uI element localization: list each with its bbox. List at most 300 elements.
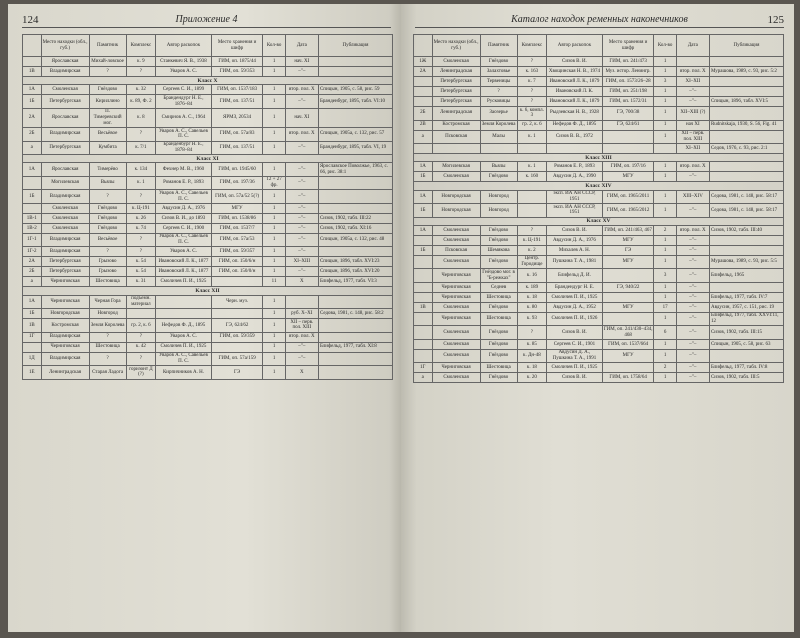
table-cell: 2А [23,108,42,127]
table-cell: 1 [654,204,676,218]
table-cell [414,77,433,87]
table-cell [414,339,433,349]
table-cell: к. 20 [517,373,547,383]
table-cell: Спицын, 1896, табл. XVI:20 [318,267,392,277]
table-row [23,163,393,177]
table-cell [709,57,783,67]
table-cell: ГИМ, оп. 1572/31 [602,97,654,107]
table-cell: 1 [263,128,285,142]
table-cell: к. 163 [517,67,547,77]
table-cell: Грызово [89,267,126,277]
table-cell: XI–XII [676,144,709,154]
table-cell: 1А [414,190,433,204]
table-cell: Гнёздово [480,349,517,363]
table-cell: Гнёздово [480,225,517,235]
table-cell: Шестовица [480,292,517,302]
table-cell: Ленинградская [41,366,89,380]
table-cell: Мурашова, 1989, с. 93, рис. 5:5 [709,255,783,269]
table-cell: –"– [676,373,709,383]
table-cell: Петербургская [432,97,480,107]
table-cell: 1 [263,319,285,333]
table-cell [709,349,783,363]
table-cell: Черниговская [41,277,89,287]
column-header: Место хранения и шифр [211,35,263,57]
column-header: Комплекс [126,35,156,57]
table-cell: ? [517,57,547,67]
table-cell: Шестовица [480,312,517,326]
table-cell: Бранденбург Н. Е., 1878–84 [156,141,212,155]
table-cell: 1 [263,203,285,213]
table-row [414,77,784,87]
table-cell: Черниговская [432,312,480,326]
table-row [414,235,784,245]
table-cell: –"– [676,245,709,255]
table-cell: Петербургская [41,257,89,267]
table-cell: втор. пол. X [285,85,318,95]
table-cell: Новгород [480,204,517,218]
table-cell: втор. пол. X [676,225,709,235]
table-cell: Гнёздово [89,85,126,95]
table-cell: 1Б [23,309,42,319]
table-cell: Мурашова, 1989, с. 93, рис. 5:2 [709,67,783,77]
table-cell: Ярославская [41,57,89,67]
table-cell: к. 2 [517,245,547,255]
table-row [23,85,393,95]
table-cell: 1Б [23,190,42,204]
column-header: Автор раскопок [547,35,603,57]
table-cell: ГИМ, оп. 137/51 [211,141,263,155]
table-cell: Уваров А. С. [156,67,212,77]
table-cell: Залахтовье [480,67,517,77]
table-cell: подъемн. материал [126,295,156,309]
table-cell [709,172,783,182]
table-cell: Сергеев С. И., 1901 [547,339,603,349]
table-cell: XII – перв. пол. XIII [676,130,709,144]
table-cell: –"– [285,352,318,366]
table-cell: Авдусин Д. А., 1952 [547,302,603,312]
table-cell: ГИМ, оп. 59/359 [211,332,263,342]
page-number: 124 [22,13,39,26]
table-cell: 1Б [23,95,42,109]
table-cell [318,203,392,213]
column-header: Кол-во [263,35,285,57]
table-cell [709,282,783,292]
table-cell: 1 [263,57,285,67]
table-cell: ГИМ, оп. 241/473 [602,57,654,67]
table-cell: Гнёздово [480,326,517,340]
table-cell: 1 [654,190,676,204]
table-cell: к. 9 [126,57,156,67]
table-cell: XII – перв. пол. XIII [285,319,318,333]
table-cell: Черниговская [432,363,480,373]
table-cell: Смоленская [432,57,480,67]
table-cell: руб. X–XI [285,309,318,319]
table-cell: 1Г [23,332,42,342]
table-cell [547,144,603,154]
table-cell: Ивановский Л. К., 1877 [156,267,212,277]
table-cell: 1 [263,332,285,342]
table-row [414,255,784,269]
table-cell: к. 89, Ф. 2 [126,95,156,109]
class-heading-row [414,217,784,225]
table-cell [23,342,42,352]
table-cell: ? [126,67,156,77]
table-cell: –"– [676,312,709,326]
table-cell [414,97,433,107]
table-cell: гр. 2, к. 6 [126,319,156,333]
table-cell: Псковская [432,245,480,255]
table-cell: ГЭ [211,366,263,380]
table-cell: ? [517,225,547,235]
table-cell: Гнёздово [480,373,517,383]
table-cell: к. 160 [517,172,547,182]
table-cell [23,57,42,67]
table-row [23,57,393,67]
table-cell: –"– [676,349,709,363]
table-cell: ГИМ, оп. 150/6/н [211,257,263,267]
table-row [23,203,393,213]
table-cell: –"– [285,176,318,190]
table-cell [126,309,156,319]
table-cell [709,107,783,121]
table-cell: Владимирская [41,247,89,257]
column-header: Место находки (обл., губ.) [41,35,89,57]
table-cell: Ивановский Л. К., 1879 [547,77,603,87]
table-cell [602,130,654,144]
table-cell: Rudnitskaja, 1930, S. 56, Fig. 41 [709,120,783,130]
table-row [414,190,784,204]
table-cell: Владимирская [41,67,89,77]
column-header: Дата [285,35,318,57]
table-cell [414,292,433,302]
table-cell [709,130,783,144]
table-cell: Гнёздово [480,255,517,269]
table-cell: Малы [480,130,517,144]
table-cell: ГЭ, 700/38 [602,107,654,121]
table-cell: 6 [654,326,676,340]
table-cell: Смоленская [41,223,89,233]
table-cell [414,144,433,154]
table-row [414,144,784,154]
table-cell: к. 26 [126,213,156,223]
class-heading: Класс XII [23,287,393,295]
class-heading: Класс XI [23,155,393,163]
table-cell: Заозерье [480,107,517,121]
table-cell: 2Б [414,107,433,121]
table-row [414,130,784,144]
table-row [23,128,393,142]
column-header: Дата [676,35,709,57]
table-cell: Сизов, 1902, табл. III:5 [709,373,783,383]
table-cell: Гнёздово [480,57,517,67]
table-cell: ? [517,97,547,107]
table-cell: Гнёздово [89,213,126,223]
table-cell: ? [480,87,517,97]
table-cell: Смоленская [432,235,480,245]
table-cell: Блифельд, 1977, табл. VI:3 [318,277,392,287]
table-row [414,172,784,182]
table-cell: –"– [676,292,709,302]
table-cell: 1 [263,366,285,380]
class-heading-row [23,155,393,163]
table-cell: –"– [676,235,709,245]
table-cell: ГИМ, оп. 1965/2011 [602,190,654,204]
table-row [23,332,393,342]
table-cell: 1 [654,282,676,292]
table-cell: –"– [676,326,709,340]
table-row [23,213,393,223]
table-row [23,309,393,319]
table-cell: 1 [654,255,676,269]
table-cell: эксп. ИА АН СССР, 1951 [547,190,603,204]
table-cell: Вьялы [89,176,126,190]
table-cell: Гнёздово [480,235,517,245]
column-header [23,35,42,57]
table-cell: ? [89,332,126,342]
table-row [23,95,393,109]
table-cell: 3 [654,77,676,87]
table-cell: Уваров А. С. [156,332,212,342]
table-cell: 1 [263,85,285,95]
table-cell: Уваров А. С., Савельев П. С. [156,128,212,142]
table-cell: к. 31 [126,277,156,287]
table-cell: 1 [654,57,676,67]
table-cell: Весьёвое [89,128,126,142]
column-header: Памятник [480,35,517,57]
table-cell: к. Ц-191 [517,235,547,245]
table-cell: Черн. муз. [211,295,263,309]
table-cell: 1 [263,309,285,319]
table-row [23,247,393,257]
class-heading: Класс XV [414,217,784,225]
table-cell: XI–XIII [285,257,318,267]
table-cell: Могилевская [432,162,480,172]
table-cell: ? [517,87,547,97]
table-cell: 1 [654,87,676,97]
table-row [23,190,393,204]
table-cell: 3 [654,269,676,283]
table-cell: 1 [263,67,285,77]
table-cell: нач. XI [285,108,318,127]
table-cell: Новгород [480,190,517,204]
table-cell: а [414,373,433,383]
table-cell: а [23,277,42,287]
table-cell: Авдусин Д. А., Пушкина Т. А., 1991 [547,349,603,363]
table-cell: Фехнер М. В., 1960 [156,163,212,177]
table-row [414,204,784,218]
table-cell: МГУ [602,235,654,245]
table-cell: Сизов, 1902, табл. XI:16 [318,223,392,233]
table-cell: а [414,130,433,144]
table-cell [211,309,263,319]
table-row [23,223,393,233]
table-cell: ГИМ, оп. 241/430–434, 468 [603,326,653,338]
left-page [8,4,401,632]
table-cell: –"– [285,267,318,277]
column-header: Автор раскопок [156,35,212,57]
table-cell: ГЭ, 940/22 [602,282,654,292]
running-title: Приложение 4 [175,14,238,25]
table-row [414,349,784,363]
table-cell: ГИМ, оп. 251/198 [602,87,654,97]
table-cell: гр. 2, к. 6 [517,120,547,130]
table-cell: 1Д [23,352,42,366]
table-cell [654,144,676,154]
table-cell: к. 1 [517,130,547,144]
table-cell: ? [89,247,126,257]
table-cell: 1А [23,85,42,95]
table-cell: к. 74 [126,223,156,233]
table-cell: Михай-ловское [89,57,126,67]
table-cell: Костромская [41,319,89,333]
right-page [401,4,794,632]
table-row [23,366,393,380]
table-cell [709,87,783,97]
table-cell: Владимирская [41,190,89,204]
table-cell: –"– [676,172,709,182]
table-cell: Романов Е. Р., 1893 [156,176,212,190]
table-cell: Брандендург Н. Е. [547,282,603,292]
table-cell: 1 [263,342,285,352]
table-cell: к. 6, компл. 3 [517,107,547,121]
table-cell: Блифельд, 1977, табл. IV:8 [709,363,783,373]
table-cell [414,326,433,340]
table-cell: 1Б [414,204,433,218]
table-cell: 1Е [23,366,42,380]
table-row [414,312,784,326]
table-cell: к. 93 [517,312,547,326]
class-heading-row [23,77,393,85]
table-cell: Сизов, 1902, табл. III:40 [709,225,783,235]
table-cell [602,269,654,283]
table-cell: Спицын, 1905а, с. 132, рис. 57 [318,128,392,142]
table-cell: Седова, 1981, с. 148, рис. 58:2 [318,309,392,319]
table-cell: ? [517,326,547,340]
table-cell: 1В [23,319,42,333]
table-cell: Смоленская [432,349,480,363]
table-cell: к. Дн-48 [517,349,547,363]
table-cell: Черниговская [432,269,480,283]
table-cell: Блифельд Д. И. [547,269,603,283]
table-cell: к. 8 [126,108,156,127]
table-cell: 1В [414,302,433,312]
table-cell: к. 18 [517,363,547,373]
table-cell: Станкевич Я. В., 1938 [156,57,212,67]
table-cell: 1Г [414,363,433,373]
table-cell: Блифельд, 1977, табл. IV:7 [709,292,783,302]
table-cell: Петербургская [41,141,89,155]
table-cell: нач XI [676,120,709,130]
table-cell: Гнёздово [480,172,517,182]
table-cell: Смоленская [41,213,89,223]
table-cell: к. 80 [517,302,547,312]
table-cell: ГИМ, оп. 197/36 [211,176,263,190]
table-cell: к. 1 [517,162,547,172]
table-cell: –"– [676,339,709,349]
table-cell: 1 [654,130,676,144]
table-cell: Шестовица [89,342,126,352]
table-cell: ГИМ, оп. 1965/2012 [602,204,654,218]
table-cell: Владимирская [41,352,89,366]
table-cell: 1 [263,352,285,366]
table-cell: П. Тимеревский мог. [89,108,126,127]
table-cell: Новгород [89,309,126,319]
table-cell: Грызово [89,257,126,267]
table-cell [414,269,433,283]
table-row [414,120,784,130]
table-cell: Михалев А. Н. [547,245,603,255]
table-cell [414,312,433,326]
table-cell: ГИМ, оп. 1538/86 [211,213,263,223]
table-cell: 1 [263,163,285,177]
table-cell [709,235,783,245]
table-cell: к. 1 [126,176,156,190]
table-cell: Гнёздово [89,203,126,213]
table-cell: Черниговская [41,342,89,352]
running-head [22,12,391,28]
table-cell: Гнёздово мог. в "Б-режках" [480,269,517,283]
table-cell: 1Г-1 [23,233,42,247]
table-cell [318,366,392,380]
table-cell: –"– [285,95,318,109]
table-cell: Ивановский Л. К., 1879 [547,97,603,107]
table-cell: Спицын, 1905а, с. 132, рис. 48 [318,233,392,247]
table-cell: втор. пол. X [285,332,318,342]
class-heading: Класс X [23,77,393,85]
table-cell: –"– [285,213,318,223]
table-cell [414,87,433,97]
table-cell [414,282,433,292]
table-cell: 1 [263,247,285,257]
table-cell: Смоленская [432,302,480,312]
table-cell: –"– [285,141,318,155]
table-cell: –"– [285,247,318,257]
table-cell: Сизов В. В., 1972 [547,130,603,144]
running-head [415,12,784,28]
table-cell: Смоленская [432,255,480,269]
table-cell: Черниговская [432,282,480,292]
table-cell: Владимирская [41,233,89,247]
table-cell: Гнёздово [480,302,517,312]
table-cell [602,312,654,326]
table-cell: ГИМ, оп. 1537/664 [602,339,654,349]
table-cell [23,203,42,213]
table-cell: 1 [654,245,676,255]
table-cell: Владимирская [41,332,89,342]
table-cell: Сизов В. И. [547,373,603,383]
table-cell: 1Б [414,172,433,182]
class-heading-row [23,287,393,295]
table-cell: Бранденбург, 1895, табл. VI, 19 [318,141,392,155]
table-header-row [414,35,784,57]
table-cell: 1 [263,213,285,223]
table-cell: Новгородская [432,190,480,204]
table-cell: ? [89,67,126,77]
table-cell: ГИМ, оп. 57а/52 5(?) [211,190,263,204]
table-cell: Смоличев П. И., 1926 [547,312,603,326]
table-cell: Ивановский Л. К., 1877 [156,257,212,267]
table-cell [709,245,783,255]
table-cell: ГИМ, оп. 1945/60 [211,163,263,177]
table-cell: Смоленская [432,373,480,383]
table-cell: Ленинградская [432,67,480,77]
table-cell: 1 [654,235,676,245]
table-cell [23,176,42,190]
table-cell: Псковская [432,130,480,144]
table-cell: МГУ [602,255,654,269]
table-cell: 1 [654,312,676,326]
table-cell: Петербургская [432,87,480,97]
